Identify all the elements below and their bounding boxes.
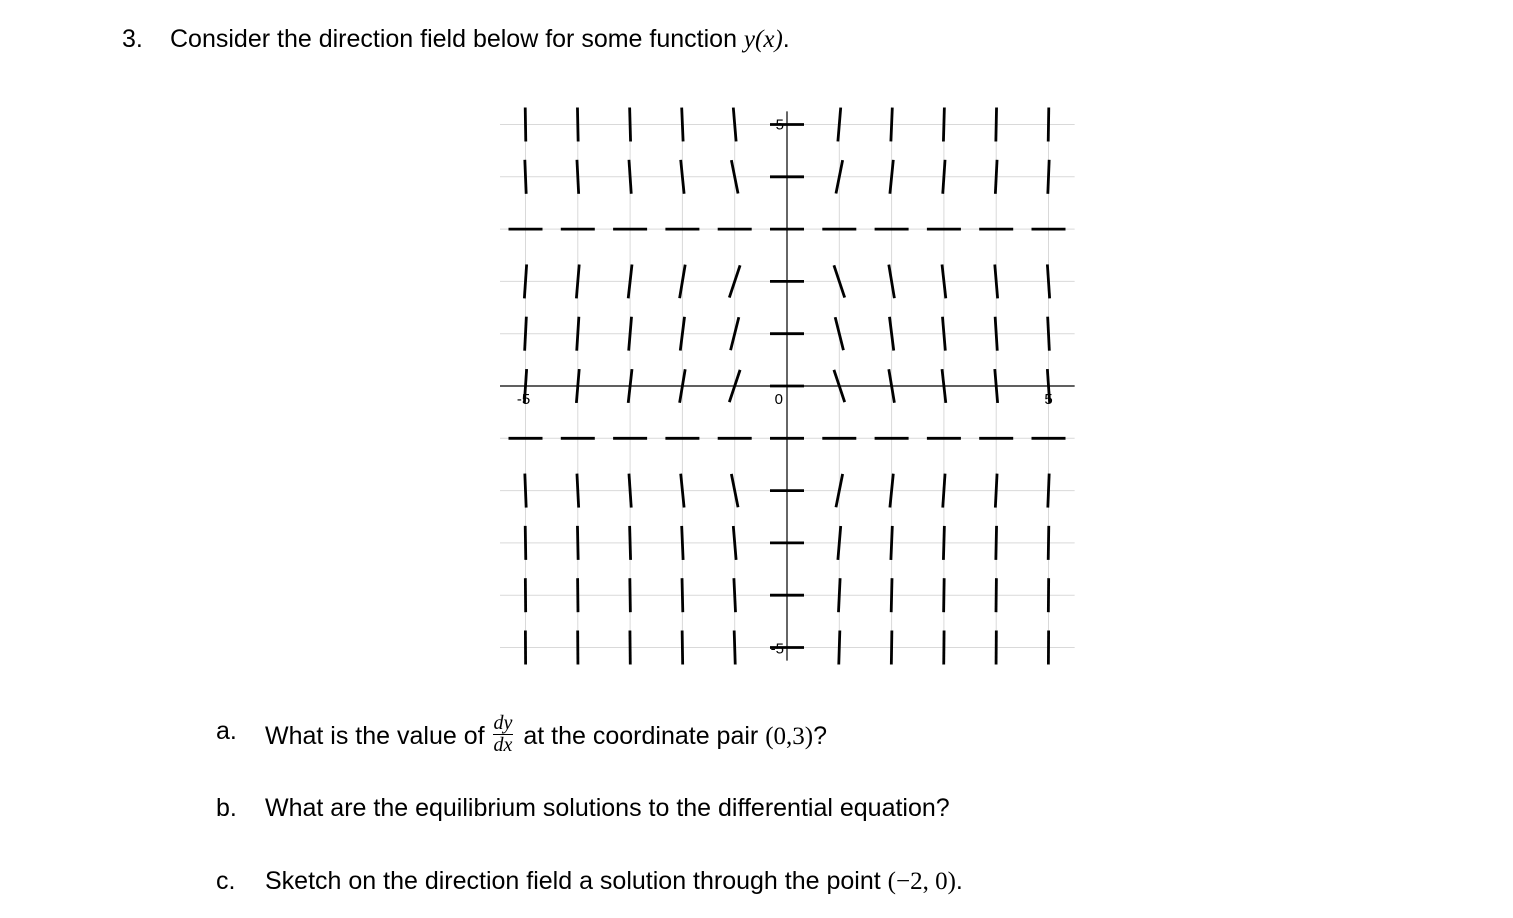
x-tick-label-right: 5 bbox=[1044, 391, 1053, 408]
problem-function-math: y(x) bbox=[743, 26, 783, 53]
fraction-numerator: dy bbox=[493, 712, 513, 734]
slope-segment bbox=[890, 474, 893, 508]
slope-segment bbox=[629, 474, 631, 508]
slope-segment bbox=[943, 526, 944, 560]
slope-segment bbox=[682, 526, 683, 560]
slope-segment bbox=[682, 108, 683, 142]
slope-segment bbox=[995, 369, 998, 403]
slope-segment bbox=[943, 108, 944, 142]
slope-segment bbox=[577, 317, 579, 351]
slope-segment bbox=[525, 526, 526, 560]
slope-segment bbox=[838, 578, 840, 612]
slope-segment bbox=[944, 578, 945, 612]
slope-segment bbox=[734, 578, 736, 612]
slope-segment bbox=[733, 526, 736, 560]
part-c-end: . bbox=[955, 867, 963, 895]
part-a-question bbox=[265, 712, 827, 759]
slope-segment bbox=[891, 108, 892, 142]
slope-segment bbox=[1048, 160, 1049, 194]
slope-segment bbox=[995, 317, 997, 351]
slope-segment bbox=[891, 578, 892, 612]
slope-segment bbox=[996, 108, 997, 142]
slope-segment bbox=[630, 108, 631, 142]
slope-segment bbox=[525, 317, 527, 351]
slope-segment bbox=[995, 474, 997, 508]
part-a-marker: a. bbox=[216, 717, 237, 745]
part-b-question: What are the equilibrium solutions to the differential equation? bbox=[265, 794, 950, 822]
derivative-fraction bbox=[493, 713, 514, 756]
slope-segment bbox=[995, 160, 997, 194]
slope-segment bbox=[681, 474, 684, 508]
slope-segment bbox=[630, 526, 631, 560]
slope-segment bbox=[525, 474, 526, 508]
slope-segment bbox=[838, 526, 841, 560]
slope-segment bbox=[629, 160, 631, 194]
slope-segment bbox=[576, 369, 579, 403]
slope-segment bbox=[942, 317, 945, 351]
part-a-end: ? bbox=[813, 722, 827, 751]
slope-segment bbox=[891, 631, 892, 665]
slope-segment bbox=[734, 631, 735, 665]
slope-segment bbox=[943, 474, 945, 508]
direction-field-plot bbox=[500, 88, 1090, 668]
y-tick-label-bottom: -5 bbox=[770, 640, 784, 658]
part-b-marker: b. bbox=[216, 794, 237, 822]
slope-segment bbox=[576, 264, 579, 298]
slope-segment bbox=[682, 631, 683, 665]
problem-intro-text: Consider the direction field below for some function bbox=[170, 25, 744, 53]
part-c-point: (−2, 0) bbox=[887, 868, 956, 895]
slope-segment bbox=[1048, 108, 1049, 142]
slope-segment bbox=[1048, 526, 1049, 560]
part-c-text: Sketch on the direction field a solution through the point bbox=[265, 867, 888, 895]
fraction-denominator: dx bbox=[493, 734, 513, 756]
slope-segment bbox=[839, 631, 840, 665]
x-tick-label-left: -5 bbox=[516, 391, 531, 408]
slope-segment bbox=[681, 160, 684, 194]
slope-segment bbox=[890, 160, 893, 194]
slope-segment bbox=[995, 264, 998, 298]
slope-segment bbox=[942, 265, 946, 299]
slope-segment bbox=[628, 369, 632, 403]
part-c-marker: c. bbox=[216, 867, 236, 895]
problem-number: 3. bbox=[122, 25, 143, 53]
problem-intro-end: . bbox=[782, 25, 790, 53]
origin-label: 0 bbox=[774, 391, 783, 408]
slope-segment bbox=[943, 160, 945, 194]
slope-segment bbox=[630, 578, 631, 612]
slope-segment bbox=[1048, 474, 1049, 508]
slope-segment bbox=[577, 160, 579, 194]
slope-segment bbox=[577, 474, 579, 508]
slope-segment bbox=[525, 108, 526, 142]
slope-segment bbox=[629, 317, 632, 351]
part-a-text-after: at the coordinate pair bbox=[516, 722, 766, 751]
slope-segment bbox=[577, 526, 578, 560]
slope-segment bbox=[682, 578, 683, 612]
slope-segment bbox=[1047, 264, 1049, 298]
part-a-point: (0,3) bbox=[765, 723, 814, 751]
slope-segment bbox=[524, 264, 526, 298]
y-tick-label-top: 5 bbox=[775, 116, 784, 134]
slope-segment bbox=[733, 108, 736, 142]
slope-segment bbox=[996, 526, 997, 560]
slope-segment bbox=[1048, 317, 1050, 351]
slope-segment bbox=[628, 265, 632, 299]
part-c-question bbox=[265, 866, 963, 897]
problem-statement bbox=[122, 24, 790, 55]
slope-segment bbox=[577, 108, 578, 142]
slope-segment bbox=[942, 369, 946, 403]
part-a-text-before: What is the value of bbox=[265, 722, 492, 751]
slope-segment bbox=[525, 160, 526, 194]
slope-segment bbox=[891, 526, 892, 560]
slope-segment bbox=[838, 108, 841, 142]
